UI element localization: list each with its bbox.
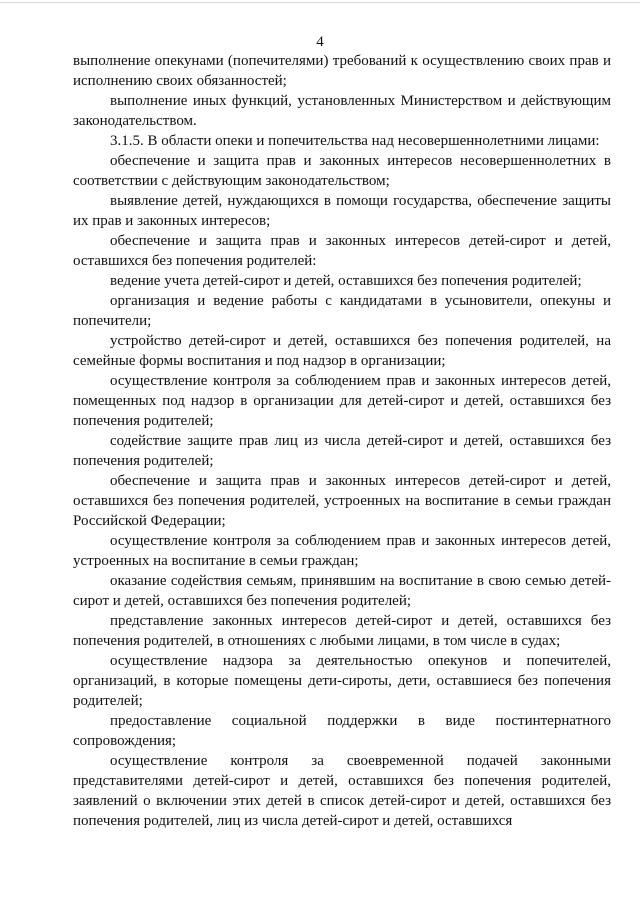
paragraph: осуществление надзора за деятельностью опекунов и попечителей, организаций, в которые помещены дети-сироты, дети, оставшиеся без попечения родителей; [73,653,611,709]
paragraph: выявление детей, нуждающихся в помощи государства, обеспечение защиты их прав и законных интересов; [73,193,611,229]
paragraph: обеспечение и защита прав и законных интересов детей-сирот и детей, оставшихся без попечения родителей, устроенных на воспитание в семьи граждан Российской Федерации; [73,473,611,529]
paragraph: устройство детей-сирот и детей, оставшихся без попечения родителей, на семейные формы воспитания и под надзор в организации; [73,333,611,369]
paragraph: обеспечение и защита прав и законных интересов детей-сирот и детей, оставшихся без попечения родителей: [73,233,611,269]
paragraph: выполнение опекунами (попечителями) требований к осуществлению своих прав и исполнению своих обязанностей; [73,53,611,89]
paragraph: выполнение иных функций, установленных Министерством и действующим законодательством. [73,93,611,129]
paragraph: ведение учета детей-сирот и детей, оставшихся без попечения родителей; [110,273,582,289]
paragraph: представление законных интересов детей-сирот и детей, оставшихся без попечения родителей, в отношениях с любыми лицами, в том числе в судах; [73,613,611,649]
paragraph: содействие защите прав лиц из числа детей-сирот и детей, оставшихся без попечения родителей; [73,433,611,469]
document-body [73,51,611,831]
paragraph: организация и ведение работы с кандидатами в усыновители, опекуны и попечители; [73,293,611,329]
paragraph: обеспечение и защита прав и законных интересов несовершеннолетних в соответствии с действующим законодательством; [73,153,611,189]
paragraph: осуществление контроля за своевременной подачей законными представителями детей-сирот и детей, оставшихся без попечения родителей, заявлений о включении этих детей в список детей-сирот и детей, оставшихся без попечения родителей, лиц из числа детей-сирот и детей, оставшихся [73,753,611,829]
paragraph: предоставление социальной поддержки в виде постинтернатного сопровождения; [73,713,611,749]
paragraph: 3.1.5. В области опеки и попечительства над несовершеннолетними лицами: [110,133,600,149]
page-top-edge [0,2,640,3]
paragraph: оказание содействия семьям, принявшим на воспитание в свою семью детей-сирот и детей, оставшихся без попечения родителей; [73,573,611,609]
paragraph: осуществление контроля за соблюдением прав и законных интересов детей, устроенных на воспитание в семьи граждан; [73,533,611,569]
paragraph: осуществление контроля за соблюдением прав и законных интересов детей, помещенных под надзор в организации для детей-сирот и детей, оставшихся без попечения родителей; [73,373,611,429]
page-number: 4 [316,34,324,50]
